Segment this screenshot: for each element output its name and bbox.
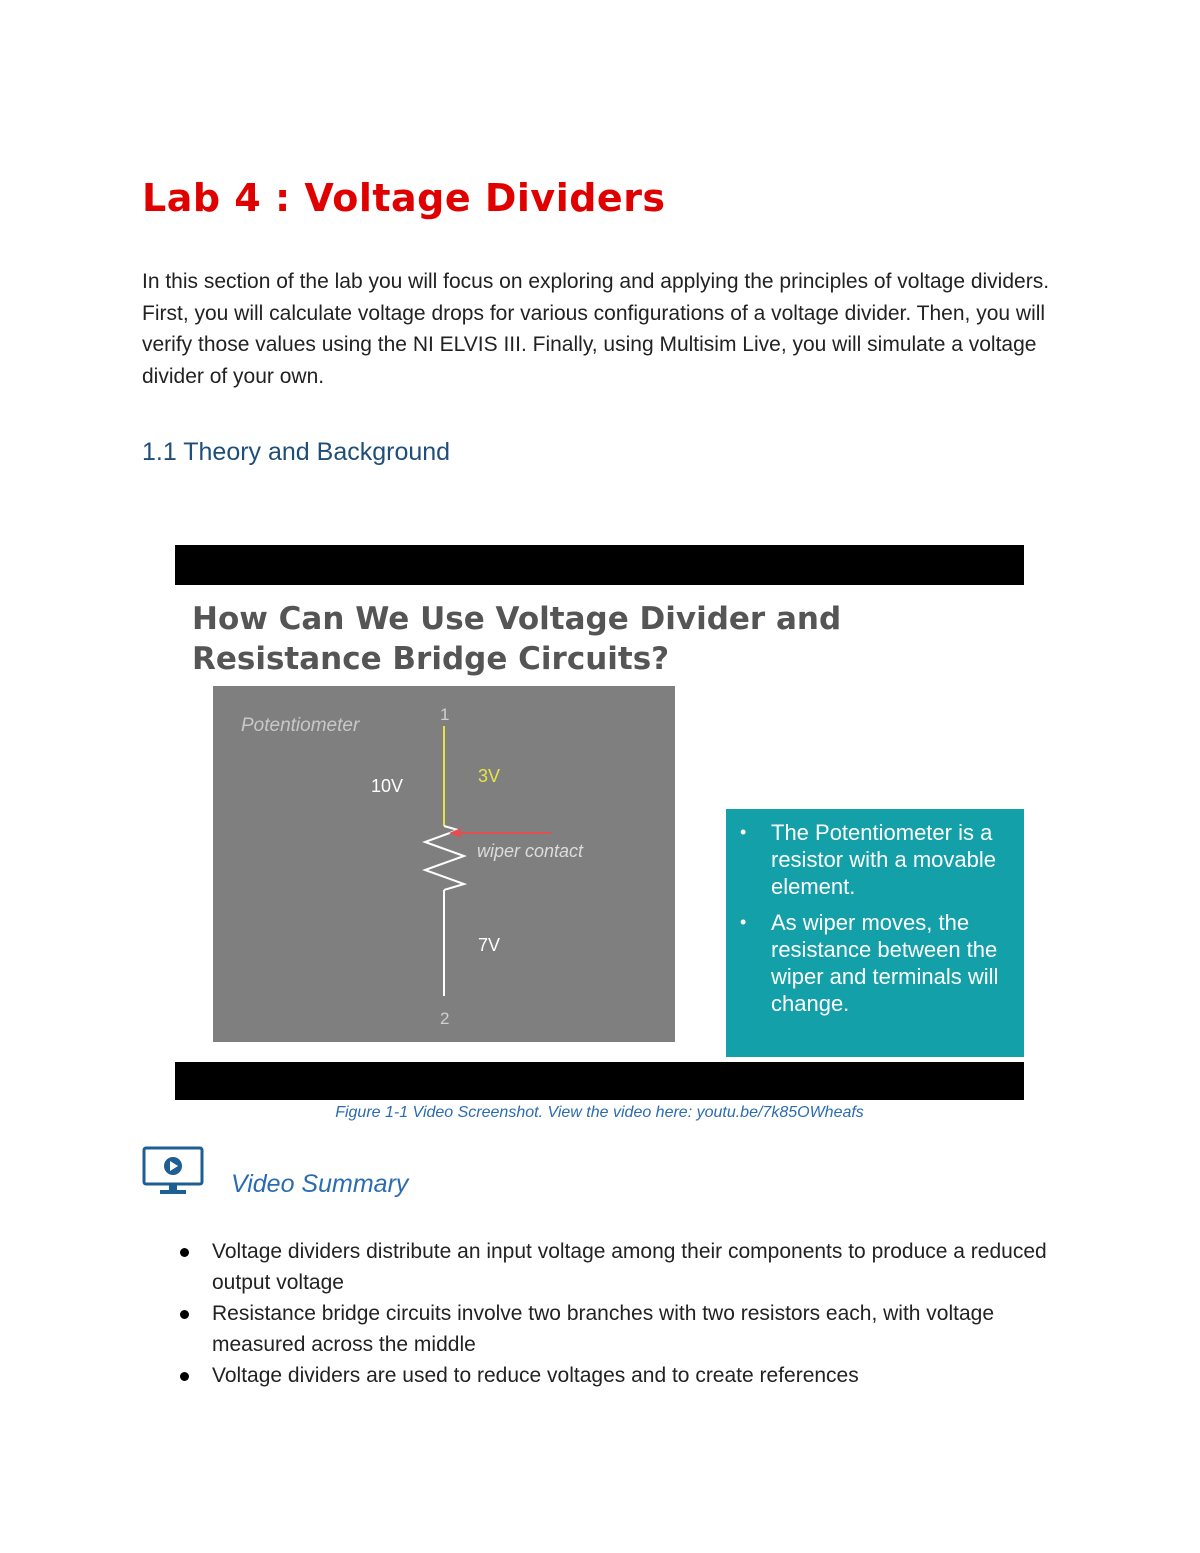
summary-item: Voltage dividers are used to reduce voltages and to create references (178, 1360, 1078, 1391)
input-voltage-label: 10V (371, 776, 404, 796)
video-screenshot (175, 545, 1024, 1100)
slide-title-line-2: Resistance Bridge Circuits? (192, 641, 670, 677)
video-summary-title: Video Summary (231, 1170, 409, 1198)
upper-voltage-label: 3V (478, 766, 501, 786)
explanation-item: • The Potentiometer is a resistor with a movable element. (740, 819, 1008, 900)
slide-title-line-1: How Can We Use Voltage Divider and (192, 601, 842, 637)
intro-paragraph: In this section of the lab you will focus on exploring and applying the principles of voltage dividers. First, you will calculate voltage drops for various configurations of a voltage divider. Then, you will verify those values using the NI ELVIS III. Finally, using Multisim Live, you will simulate a voltage divider of your own. (142, 270, 1050, 388)
terminal-bottom-label: 2 (440, 1009, 450, 1028)
video-slide (175, 585, 1024, 1062)
potentiometer-diagram (213, 686, 675, 1042)
slide-title (192, 599, 892, 679)
explanation-item: • As wiper moves, the resistance between the wiper and terminals will change. (740, 909, 1008, 1017)
summary-item: Voltage dividers distribute an input voltage among their components to produce a reduced output voltage (178, 1236, 1078, 1298)
section-heading: 1.1 Theory and Background (142, 438, 451, 466)
diagram-label: Potentiometer (241, 715, 360, 736)
terminal-top-label: 1 (440, 705, 450, 724)
lower-voltage-label: 7V (478, 935, 501, 955)
explanation-box (726, 809, 1024, 1057)
figure-caption: Figure 1-1 Video Screenshot. View the video here: youtu.be/7k85OWheafs (335, 1104, 864, 1121)
video-summary-list (178, 1236, 1078, 1391)
explanation-list (740, 819, 1008, 1017)
wiper-label: wiper contact (477, 841, 584, 861)
summary-item: Resistance bridge circuits involve two branches with two resistors each, with voltage measured across the middle (178, 1298, 1078, 1360)
monitor-play-icon (142, 1146, 204, 1196)
page-title: Lab 4 : Voltage Dividers (142, 176, 666, 220)
potentiometer-svg (213, 686, 675, 1042)
